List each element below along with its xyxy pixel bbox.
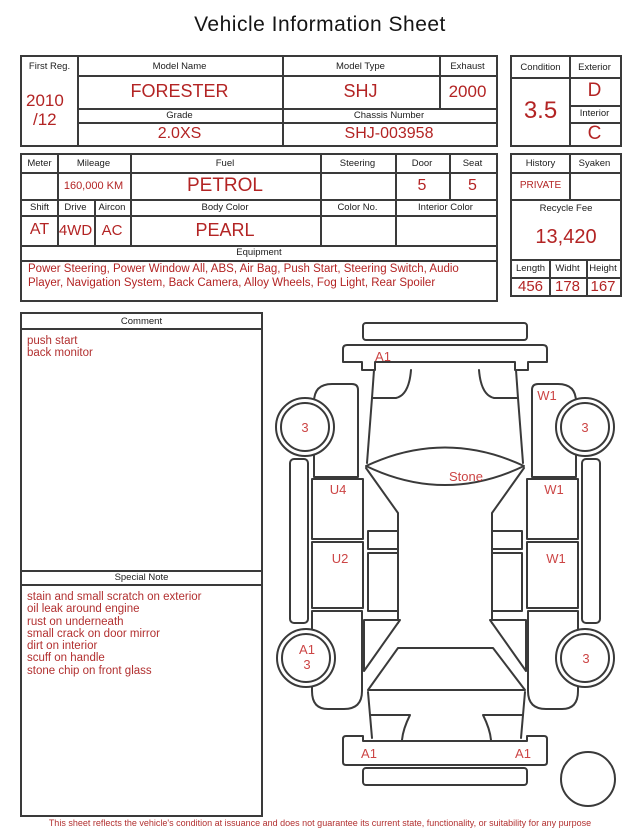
page-title: Vehicle Information Sheet <box>194 13 446 36</box>
first-reg-month: /12 <box>33 110 57 129</box>
comment-line: back monitor <box>27 347 93 360</box>
damage-label-front-bumper: A1 <box>375 349 391 364</box>
comment-text <box>27 335 257 360</box>
damage-label-rear-left-wheel-1: A1 <box>299 642 315 657</box>
grade-value: 2.0XS <box>157 124 202 142</box>
color-no-label: Color No. <box>337 201 378 213</box>
recycle-fee-value: 13,420 <box>535 225 597 248</box>
body-color-value: PEARL <box>195 219 255 240</box>
interior-label: Interior <box>579 108 610 119</box>
special-note-line: stone chip on front glass <box>27 664 152 677</box>
car-damage-diagram <box>270 313 640 808</box>
height-value: 167 <box>590 277 616 295</box>
grade-label: Grade <box>166 109 193 121</box>
left-rear-window-frame <box>368 553 398 611</box>
first-reg-year: 2010 <box>26 91 64 110</box>
cowl-right-line <box>479 370 518 398</box>
divider <box>22 328 261 330</box>
aircon-value: AC <box>101 221 123 239</box>
disclaimer-text: This sheet reflects the vehicle's condition at issuance and does not guarantee its current state, functionality, or suitability for any purpose <box>48 818 592 828</box>
damage-label-windshield: Stone <box>449 469 483 484</box>
damage-label-front-right-fender: W1 <box>537 388 557 403</box>
comment-line: push start <box>27 335 78 347</box>
windshield-shape <box>366 448 524 486</box>
seat-label: Seat <box>462 158 483 169</box>
drive-value: 4WD <box>58 221 93 239</box>
identity-table <box>20 55 498 147</box>
spec-table <box>20 153 498 302</box>
damage-label-left-front-door: U4 <box>329 482 347 497</box>
interior-color-value <box>395 215 496 245</box>
damage-label-rear-right-wheel: 3 <box>582 651 590 666</box>
rear-bottom-strip-shape <box>363 768 527 785</box>
damage-label-right-front-door: W1 <box>544 482 564 497</box>
hood-right-line <box>516 370 523 463</box>
shift-label: Shift <box>29 201 49 213</box>
meter-value <box>22 172 57 199</box>
height-label: Height <box>589 262 617 274</box>
damage-label-front-right-wheel: 3 <box>581 420 589 435</box>
fuel-value: PETROL <box>186 174 264 196</box>
condition-table <box>510 55 622 147</box>
length-label: Length <box>515 262 546 274</box>
interior-color-label: Interior Color <box>418 201 473 213</box>
model-name-label: Model Name <box>152 60 207 72</box>
special-note-label: Special Note <box>114 571 169 583</box>
syaken-value <box>569 172 620 199</box>
special-note-line: oil leak around engine <box>27 603 140 616</box>
first-reg-label: First Reg. <box>28 60 71 72</box>
left-tail-light-shape <box>370 715 410 740</box>
condition-label: Condition <box>520 61 561 73</box>
recycle-fee-label: Recycle Fee <box>539 202 593 214</box>
equipment-label: Equipment <box>236 247 282 258</box>
exterior-value: D <box>587 80 602 101</box>
history-value: PRIVATE <box>519 180 562 191</box>
seat-value: 5 <box>468 176 477 194</box>
fuel-label: Fuel <box>215 158 235 169</box>
rear-window-shape <box>368 648 525 690</box>
syaken-label: Syaken <box>578 158 611 169</box>
width-value: 178 <box>554 277 581 295</box>
mileage-label: Mileage <box>76 158 111 169</box>
damage-label-front-left-wheel: 3 <box>301 420 309 435</box>
special-note-line: stain and small scratch on exterior <box>27 591 202 603</box>
front-top-strip-shape <box>363 323 527 340</box>
history-label: History <box>525 158 556 169</box>
comment-label: Comment <box>120 315 163 327</box>
steering-value <box>320 172 395 199</box>
model-type-label: Model Type <box>336 60 385 72</box>
right-b-pillar-frame <box>492 531 522 549</box>
special-note-line: scuff on handle <box>27 652 105 665</box>
steering-label: Steering <box>339 158 376 169</box>
front-bumper-shape <box>343 345 547 370</box>
left-sill-shape <box>290 459 308 623</box>
first-reg-value <box>22 75 77 145</box>
equipment-value: Power Steering, Power Window All, ABS, Air Bag, Push Start, Steering Switch, Audio Player, Navigation System, Back Camera, Alloy Wheels, Fog Light, Rear Spoiler <box>28 263 459 289</box>
right-sill-shape <box>582 459 600 623</box>
exhaust-value: 2000 <box>448 81 487 101</box>
special-note-line: rust on underneath <box>27 615 124 628</box>
damage-label-rear-bumper-left: A1 <box>361 746 377 761</box>
special-note-line: dirt on interior <box>27 640 98 653</box>
color-no-value <box>320 215 395 245</box>
aircon-label: Aircon <box>98 201 126 213</box>
spare-tire-shape <box>561 752 615 806</box>
hood-left-line <box>367 370 374 463</box>
damage-label-left-rear-door: U2 <box>331 551 349 566</box>
chassis-number-label: Chassis Number <box>353 109 425 121</box>
left-b-pillar-frame <box>368 531 398 549</box>
damage-label-right-rear-door: W1 <box>546 551 566 566</box>
right-rear-window-frame <box>492 553 522 611</box>
shift-value: AT <box>29 221 50 238</box>
divider <box>22 584 261 586</box>
damage-label-rear-bumper-right: A1 <box>515 746 531 761</box>
damage-label-rear-left-wheel-2: 3 <box>303 657 311 672</box>
body-color-label: Body Color <box>201 201 249 213</box>
right-tail-light-shape <box>483 715 523 740</box>
comment-note-box <box>20 312 263 817</box>
mileage-value: 160,000 KM <box>63 179 124 192</box>
model-type-value: SHJ <box>343 81 378 101</box>
condition-value: 3.5 <box>523 97 558 124</box>
model-name-value: FORESTER <box>130 81 229 101</box>
exhaust-label: Exhaust <box>450 60 485 72</box>
length-value: 456 <box>517 277 544 295</box>
cowl-left-line <box>372 370 411 398</box>
door-value: 5 <box>417 176 427 194</box>
special-note-text <box>27 591 257 677</box>
interior-value: C <box>587 122 602 144</box>
drive-label: Drive <box>64 201 87 213</box>
width-label: Widht <box>555 262 580 274</box>
exterior-label: Exterior <box>578 61 611 73</box>
door-label: Door <box>411 158 433 169</box>
history-table <box>510 153 622 297</box>
chassis-number-value: SHJ-003958 <box>344 124 434 142</box>
meter-label: Meter <box>27 158 52 169</box>
special-note-line: small crack on door mirror <box>27 627 160 640</box>
